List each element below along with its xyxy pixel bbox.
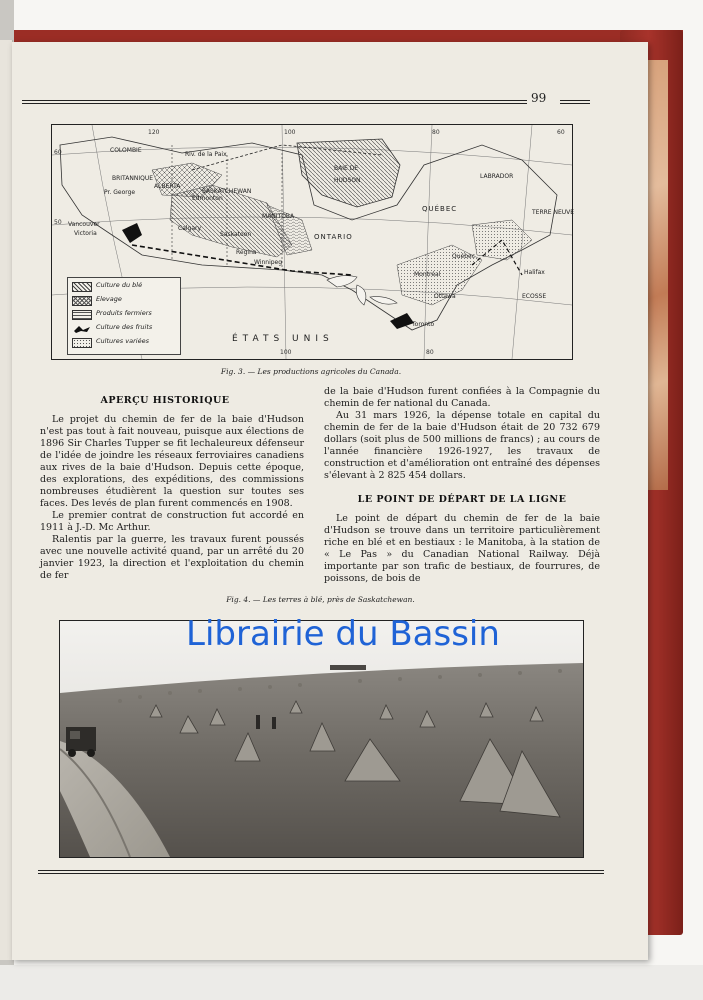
map-place-montreal: Montréal: [414, 271, 441, 278]
map-label-manitoba: MANITOBA: [262, 213, 295, 220]
map-label-baie-de: BAIE DE: [334, 165, 359, 172]
map-label-saskatchewan: SASKATCHEWAN: [202, 188, 252, 195]
map-label-labrador: LABRADOR: [480, 173, 514, 180]
map-place-vancouver: Vancouver: [68, 221, 100, 228]
map-place-riv-paix: Riv. de la Paix: [185, 151, 227, 158]
map-legend: [67, 277, 181, 355]
header-rule-right: [560, 100, 590, 101]
map-place-edmonton: Edmonton: [192, 195, 223, 202]
legend-swatch: [72, 296, 92, 306]
map-longitude-label: 80: [432, 129, 440, 136]
map-longitude-label: 100: [284, 129, 296, 136]
map-latitude-label: 60: [54, 149, 62, 156]
right-column-bottom: [324, 513, 600, 585]
paragraph: Le point de départ du chemin de fer de la baie d'Hudson se trouve dans un territoire particulièrement riche en blé et en bestiaux : le Manitoba, à la station de « Le Pas » du Canadian National Railway. Déjà importante par son trafic de bestiaux, de fourrures, de poissons, de bois de: [324, 513, 600, 584]
map-longitude-label: 100: [280, 349, 292, 356]
paragraph: Le premier contrat de construction fut accordé en 1911 à J.-D. Mc Arthur.: [40, 510, 304, 533]
map-place-halifax: Halifax: [524, 269, 545, 276]
map-longitude-label: 60: [557, 129, 565, 136]
page-number: 99: [531, 91, 547, 105]
watermark: Librairie du Bassin: [186, 614, 500, 654]
map-place-pr-george: Pr. George: [104, 189, 136, 196]
legend-label: Culture du blé: [96, 281, 143, 289]
photo-figure: [59, 620, 584, 858]
map-label-hudson: HUDSON: [334, 177, 361, 184]
legend-swatch: [72, 282, 92, 292]
photo-caption: Fig. 4. — Les terres à blé, près de Saskatchewan.: [226, 595, 415, 604]
footer-rule: [38, 870, 604, 871]
map-place-ottawa: Ottawa: [434, 293, 456, 300]
map-longitude-label: 120: [148, 129, 160, 136]
map-place-winnipeg: Winnipeg: [254, 259, 283, 266]
header-rule: [22, 100, 527, 101]
map-label-ecosse: ECOSSE: [522, 293, 547, 300]
legend-label: Elevage: [96, 295, 122, 303]
paragraph: Le projet du chemin de fer de la baie d'Hudson n'est pas tout à fait nouveau, puisque aux élections de 1896 Sir Charles Tupper se fit lechaleureux défenseur de l'idée de joindre les réseaux ferroviaires canadiens aux rives de la baie d'Hudson. Depuis cette époque, des explorations, des expéditions, des commissions nombreuses étudièrent la question sur toutes ses faces. Des levés de plan furent commencés en 1908.: [40, 414, 304, 509]
map-place-regina: Regina: [236, 249, 257, 256]
legend-label: Produits fermiers: [96, 309, 152, 317]
map-place-saskatoon: Saskatoon: [220, 231, 252, 238]
header-rule: [22, 103, 527, 104]
background-table: [0, 965, 703, 1000]
map-label-alberta: ALBERTA: [154, 183, 181, 190]
map-place-victoria: Victoria: [74, 230, 97, 237]
map-label-quebec: QUÉBEC: [422, 205, 458, 213]
legend-swatch: [72, 310, 92, 320]
paragraph: Au 31 mars 1926, la dépense totale en capital du chemin de fer de la baie d'Hudson était de 20 732 679 dollars (soit plus de 500 millions de francs) ; au cours de l'année financière 1926-1927, les travaux de construction et d'amélioration ont entraîné des dépenses s'élevant à 2 825 454 dollars.: [324, 410, 600, 481]
map-label-colombie: COLOMBIE: [110, 147, 142, 154]
paragraph: de la baie d'Hudson furent confiées à la Compagnie du chemin de fer national du Canada.: [324, 386, 600, 409]
paragraph: Ralentis par la guerre, les travaux furent poussés avec une nouvelle activité quand, par un arrêté du 20 janvier 1923, la direction et l'exploitation du chemin de fer: [40, 534, 304, 581]
map-place-quebec-city: Québec: [452, 253, 476, 260]
footer-rule: [38, 873, 604, 874]
wheat-field-photo: [60, 621, 583, 857]
map-figure: [51, 124, 573, 360]
header-rule-right: [560, 103, 590, 104]
left-column: [40, 414, 304, 582]
map-label-etats-unis: ÉTATS UNIS: [232, 334, 334, 344]
legend-swatch: [72, 338, 92, 348]
section-heading-point-de-depart: LE POINT DE DÉPART DE LA LIGNE: [357, 494, 567, 505]
map-place-toronto: Toronto: [412, 321, 435, 328]
map-longitude-label: 80: [426, 349, 434, 356]
map-label-ontario: ONTARIO: [314, 233, 353, 241]
map-label-britannique: BRITANNIQUE: [112, 175, 154, 182]
fruit-symbol-icon: [73, 325, 91, 333]
right-column-top: [324, 386, 600, 482]
section-heading-apercu: APERÇU HISTORIQUE: [100, 395, 230, 406]
map-latitude-label: 50: [54, 219, 62, 226]
map-place-calgary: Calgary: [178, 225, 202, 232]
map-label-terre-neuve: TERRE NEUVE: [532, 209, 575, 216]
legend-label: Culture des fruits: [96, 323, 153, 331]
map-caption: Fig. 3. — Les productions agricoles du Canada.: [220, 367, 402, 376]
legend-label: Cultures variées: [96, 337, 149, 345]
legend-swatch: [72, 324, 92, 334]
